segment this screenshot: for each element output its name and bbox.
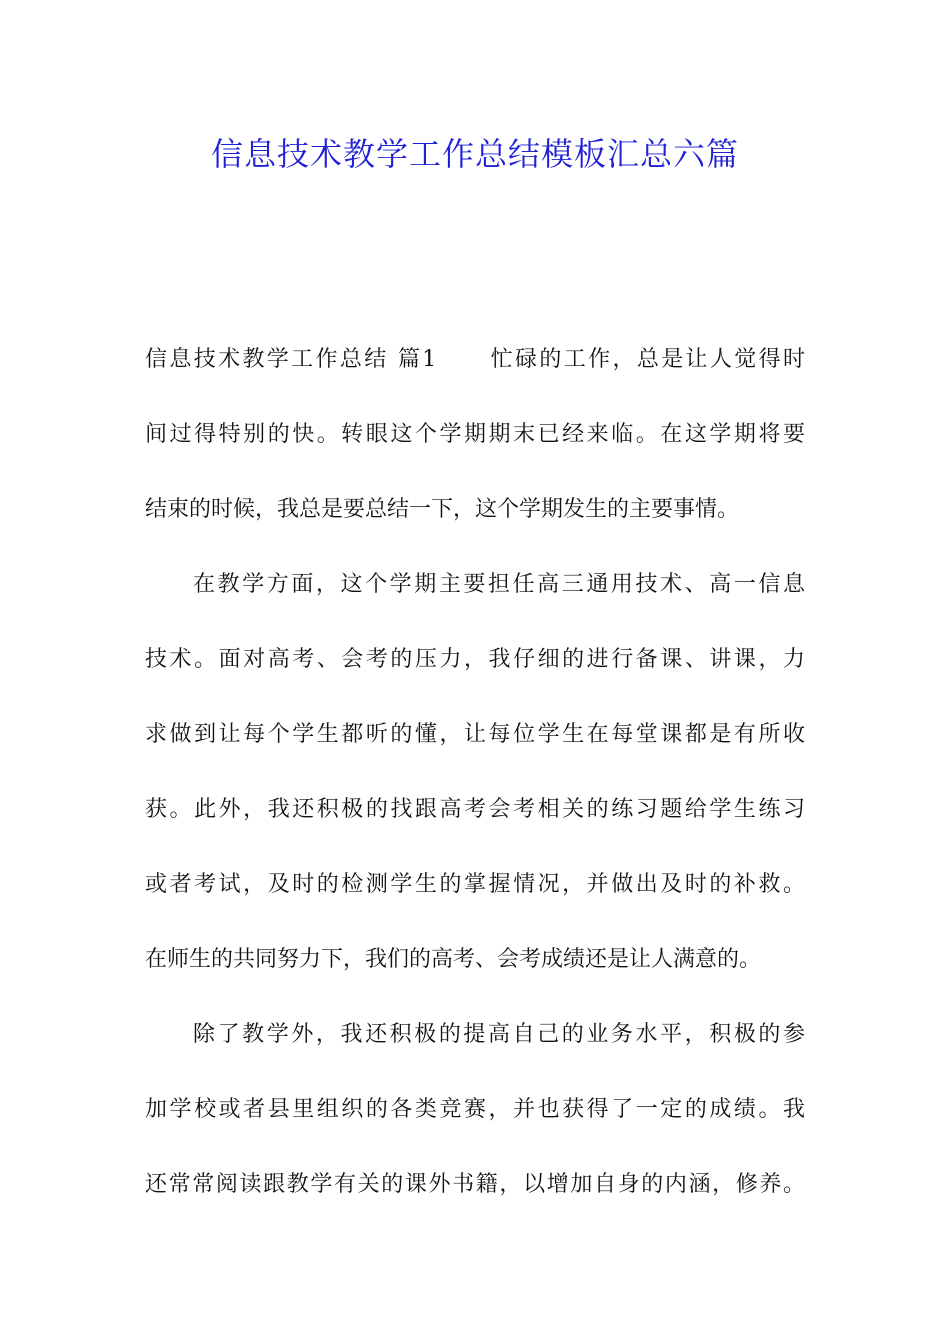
paragraph-line: 在教学方面，这个学期主要担任高三通用技术、高一信息 xyxy=(193,572,805,597)
paragraph-line: 技术。面对高考、会考的压力，我仔细的进行备课、讲课，力 xyxy=(145,647,805,672)
paragraph-line: 获。此外，我还积极的找跟高考会考相关的练习题给学生练习 xyxy=(145,797,805,822)
paragraph-line: 还常常阅读跟教学有关的课外书籍，以增加自身的内涵，修养。 xyxy=(145,1172,805,1197)
paragraph-line: 在师生的共同努力下，我们的高考、会考成绩还是让人满意的。 xyxy=(145,947,762,972)
paragraph-line: 除了教学外，我还积极的提高自己的业务水平，积极的参 xyxy=(193,1022,805,1047)
paragraph-line xyxy=(145,338,805,413)
paragraph-line: 加学校或者县里组织的各类竞赛，并也获得了一定的成绩。我 xyxy=(145,1097,805,1122)
document-body xyxy=(145,338,805,1238)
paragraph-line: 或者考试，及时的检测学生的掌握情况，并做出及时的补救。 xyxy=(145,872,805,897)
section-heading: 信息技术教学工作总结 篇1 xyxy=(145,347,437,372)
paragraph-line: 结束的时候，我总是要总结一下，这个学期发生的主要事情。 xyxy=(145,497,740,522)
document-title: 信息技术教学工作总结模板汇总六篇 xyxy=(210,135,739,173)
paragraph-line: 求做到让每个学生都听的懂，让每位学生在每堂课都是有所收 xyxy=(145,722,805,747)
paragraph-text: 忙碌的工作，总是让人觉得时 xyxy=(488,347,805,372)
paragraph-line: 间过得特别的快。转眼这个学期期末已经来临。在这学期将要 xyxy=(145,422,805,447)
